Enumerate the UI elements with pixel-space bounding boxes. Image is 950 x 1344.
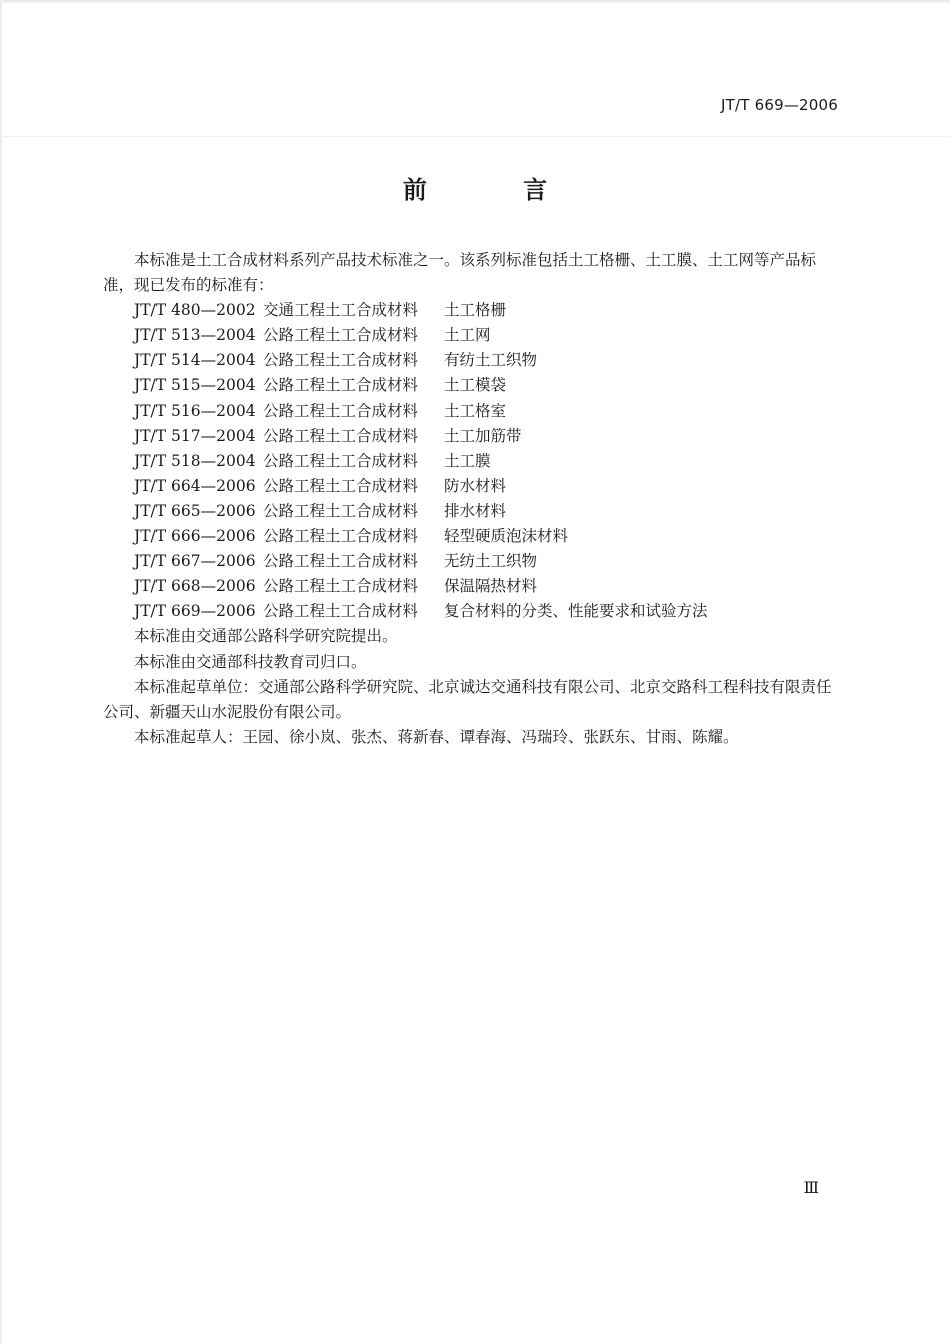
standard-code: JT/T 665—2006: [134, 501, 256, 520]
standard-code: JT/T 668—2006: [134, 577, 256, 596]
standard-name: 有纺土工织物: [444, 351, 538, 370]
proposer-paragraph: 本标准由交通部公路科学研究院提出。: [134, 627, 398, 646]
standard-category: 公路工程土工合成材料: [263, 577, 419, 596]
standard-name: 土工加筋带: [444, 426, 522, 445]
standard-code: JT/T 664—2006: [134, 476, 256, 495]
standards-list: [103, 298, 843, 624]
scan-edge-top: [0, 0, 950, 4]
standard-code: JT/T 517—2004: [134, 426, 256, 445]
standard-row: [103, 449, 843, 474]
standard-category: 公路工程土工合成材料: [263, 401, 419, 420]
standard-category: 公路工程土工合成材料: [263, 527, 419, 546]
standard-row: [103, 298, 843, 323]
standard-row: [103, 424, 843, 449]
standard-row: [103, 574, 843, 599]
standard-code: JT/T 480—2002: [134, 301, 256, 320]
standard-code: JT/T 666—2006: [134, 527, 256, 546]
standard-row: [103, 348, 843, 373]
standard-name: 保温隔热材料: [444, 577, 538, 596]
standard-category: 公路工程土工合成材料: [263, 602, 419, 621]
standard-category: 公路工程土工合成材料: [263, 451, 419, 470]
standard-name: 土工膜: [444, 451, 491, 470]
standard-name: 土工格室: [444, 401, 507, 420]
standard-category: 公路工程土工合成材料: [263, 351, 419, 370]
standard-code: JT/T 514—2004: [134, 351, 256, 370]
standard-row: [103, 323, 843, 348]
scan-faint-line: [0, 136, 950, 137]
document-code: JT/T 669—2006: [721, 96, 838, 114]
standard-name: 无纺土工织物: [444, 552, 538, 571]
standard-row: [103, 599, 843, 624]
standard-row: [103, 549, 843, 574]
standard-category: 公路工程土工合成材料: [263, 501, 419, 520]
standard-name: 土工网: [444, 326, 491, 345]
standard-code: JT/T 667—2006: [134, 552, 256, 571]
standard-category: 公路工程土工合成材料: [263, 326, 419, 345]
standard-code: JT/T 516—2004: [134, 401, 256, 420]
page-title: 前 言: [402, 176, 592, 204]
standard-name: 排水材料: [444, 501, 507, 520]
standard-row: [103, 499, 843, 524]
standard-name: 轻型硬质泡沫材料: [444, 527, 569, 546]
standard-category: 公路工程土工合成材料: [263, 476, 419, 495]
standard-code: JT/T 518—2004: [134, 451, 256, 470]
standard-row: [103, 399, 843, 424]
standard-name: 土工格栅: [444, 301, 507, 320]
standard-code: JT/T 515—2004: [134, 376, 256, 395]
standard-row: [103, 474, 843, 499]
standard-category: 公路工程土工合成材料: [263, 426, 419, 445]
standard-category: 交通工程土工合成材料: [263, 301, 419, 320]
preface-body: [103, 248, 843, 750]
authority-paragraph: 本标准由交通部科技教育司归口。: [134, 652, 367, 671]
intro-paragraph: 本标准是土工合成材料系列产品技术标准之一。该系列标准包括土工格栅、土工膜、土工网等产品标准，现已发布的标准有：: [103, 251, 817, 295]
standard-row: [103, 373, 843, 398]
standard-category: 公路工程土工合成材料: [263, 376, 419, 395]
drafting-units-paragraph: 本标准起草单位：交通部公路科学研究院、北京诚达交通科技有限公司、北京交路科工程科技有限责任公司、新疆天山水泥股份有限公司。: [103, 677, 832, 721]
standard-category: 公路工程土工合成材料: [263, 552, 419, 571]
standard-name: 复合材料的分类、性能要求和试验方法: [444, 602, 708, 621]
standard-code: JT/T 513—2004: [134, 326, 256, 345]
page-number: Ⅲ: [803, 1178, 819, 1197]
standard-code: JT/T 669—2006: [134, 602, 256, 621]
standard-name: 防水材料: [444, 476, 507, 495]
standard-row: [103, 524, 843, 549]
drafters-paragraph: 本标准起草人：王园、徐小岚、张杰、蒋新春、谭春海、冯瑞玲、张跃东、甘雨、陈耀。: [134, 727, 739, 746]
standard-name: 土工模袋: [444, 376, 507, 395]
